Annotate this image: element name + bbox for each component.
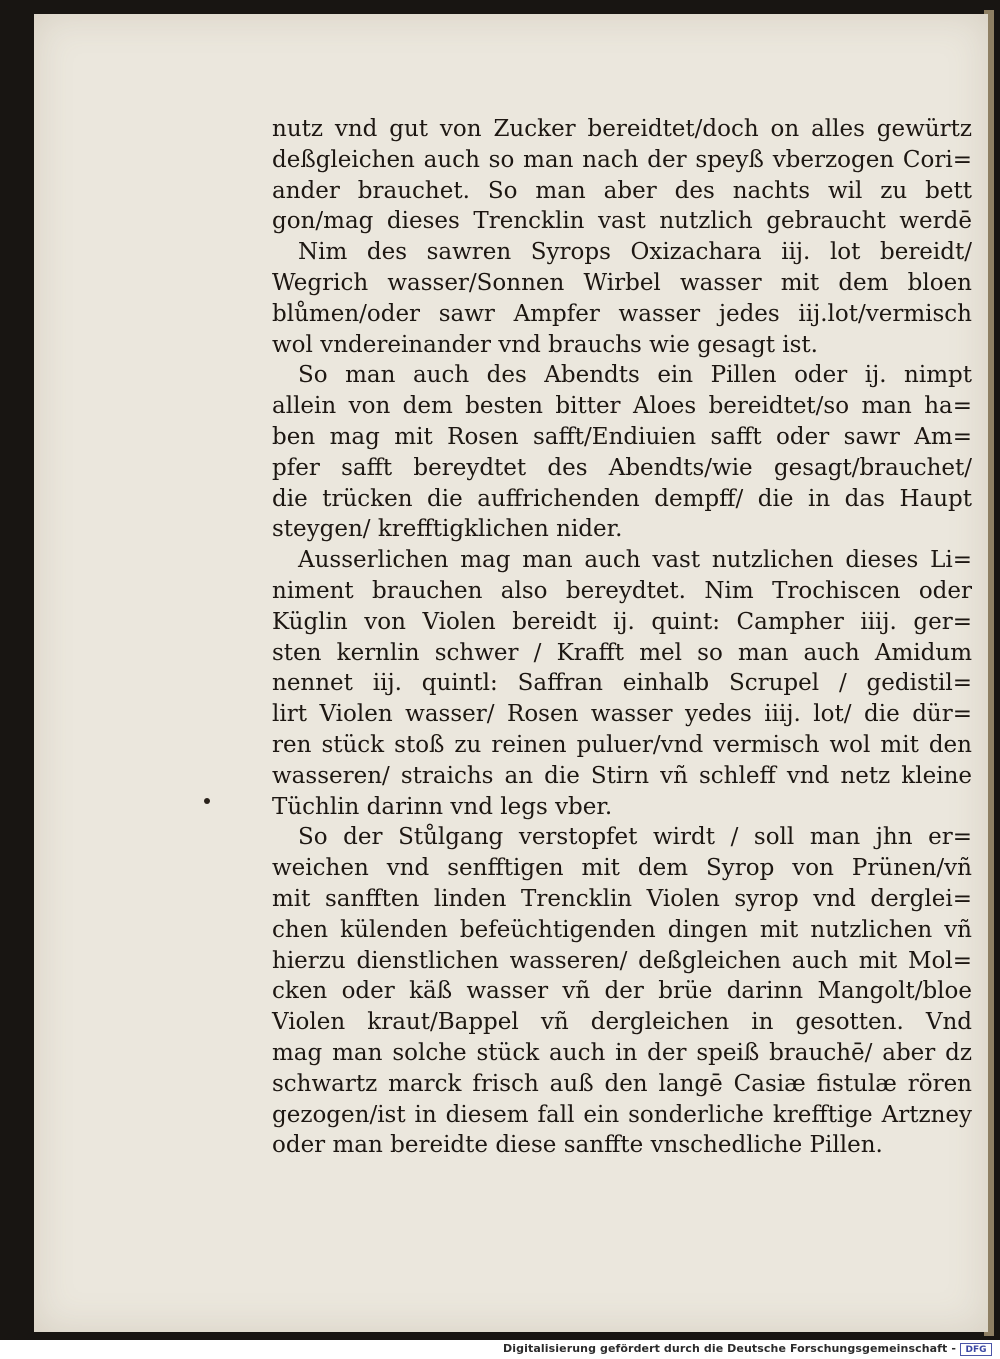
text-line: Tüchlin darinn vnd legs vber. (272, 793, 613, 820)
text-line: chen külenden befeüchtigenden dingen mit nutzlichen vñ (272, 916, 972, 943)
text-line: gezogen/ist in diesem fall ein sonderliche krefftige Artzney (272, 1101, 972, 1128)
footer-bar (0, 1340, 1000, 1359)
ink-spot (204, 798, 210, 804)
text-line: ben mag mit Rosen safft/Endiuien safft oder sawr Am= (272, 423, 972, 450)
text-line: steygen/ krefftigklichen nider. (272, 516, 623, 543)
text-line: mag man solche stück auch in der speiß brauchē/ aber dz (272, 1039, 972, 1066)
text-line: mit sanfften linden Trencklin Violen syrop vnd derglei= (272, 885, 972, 912)
text-line: Ausserlichen mag man auch vast nutzlichen dieses Li= (298, 547, 972, 574)
book-page (34, 14, 988, 1332)
text-line: gon/mag dieses Trencklin vast nutzlich gebraucht werdē (272, 208, 972, 235)
text-line: pfer safft bereydtet des Abendts/wie gesagt/brauchet/ (272, 454, 972, 481)
text-line: So man auch des Abendts ein Pillen oder ij. nimpt (298, 362, 972, 389)
text-line: nennet iij. quintl: Saffran einhalb Scrupel / gedistil= (272, 670, 972, 697)
text-line: ren stück stoß zu reinen puluer/vnd vermisch wol mit den (272, 731, 972, 758)
text-line: oder man bereidte diese sanffte vnschedliche Pillen. (272, 1132, 883, 1159)
text-line: niment brauchen also bereydtet. Nim Trochiscen oder (272, 577, 972, 604)
text-line: wol vndereinander vnd brauchs wie gesagt ist. (272, 331, 818, 358)
text-line: Violen kraut/Bappel vñ dergleichen in gesotten. Vnd (272, 1009, 972, 1036)
text-line: Küglin von Violen bereidt ij. quint: Campher iiij. ger= (272, 608, 972, 635)
dfg-logo-icon: DFG (960, 1343, 992, 1356)
text-line: die trücken die auffrichenden dempff/ die in das Haupt (272, 485, 972, 512)
text-line: ander brauchet. So man aber des nachts wil zu bett (272, 177, 972, 204)
text-line: blůmen/oder sawr Ampfer wasser jedes iij.lot/vermisch (272, 300, 972, 327)
text-line: allein von dem besten bitter Aloes bereidtet/so man ha= (272, 393, 972, 420)
text-block (272, 114, 972, 1161)
text-line: Nim des sawren Syrops Oxizachara iij. lot bereidt/ (298, 239, 972, 266)
text-line: So der Stůlgang verstopfet wirdt / soll man jhn er= (298, 824, 972, 851)
text-line: cken oder käß wasser vñ der brüe darinn Mangolt/bloe (272, 978, 972, 1005)
text-line: lirt Violen wasser/ Rosen wasser yedes iiij. lot/ die dür= (272, 701, 972, 728)
footer-credit: Digitalisierung gefördert durch die Deutsche Forschungsgemeinschaft - (503, 1342, 956, 1355)
text-line: Wegrich wasser/Sonnen Wirbel wasser mit dem bloen (272, 269, 972, 296)
text-line: nutz vnd gut von Zucker bereidtet/doch on alles gewürtz (272, 116, 972, 142)
text-line: weichen vnd senfftigen mit dem Syrop von Prünen/vñ (272, 855, 972, 882)
text-line: schwartz marck frisch auß den langē Casiæ fistulæ rören (272, 1070, 972, 1097)
text-line: hierzu dienstlichen wasseren/ deßgleichen auch mit Mol= (272, 947, 972, 974)
text-line: deßgleichen auch so man nach der speyß vberzogen Cori= (272, 146, 972, 173)
text-line: sten kernlin schwer / Krafft mel so man auch Amidum (272, 639, 972, 666)
text-line: wasseren/ straichs an die Stirn vñ schleff vnd netz kleine (272, 762, 972, 789)
